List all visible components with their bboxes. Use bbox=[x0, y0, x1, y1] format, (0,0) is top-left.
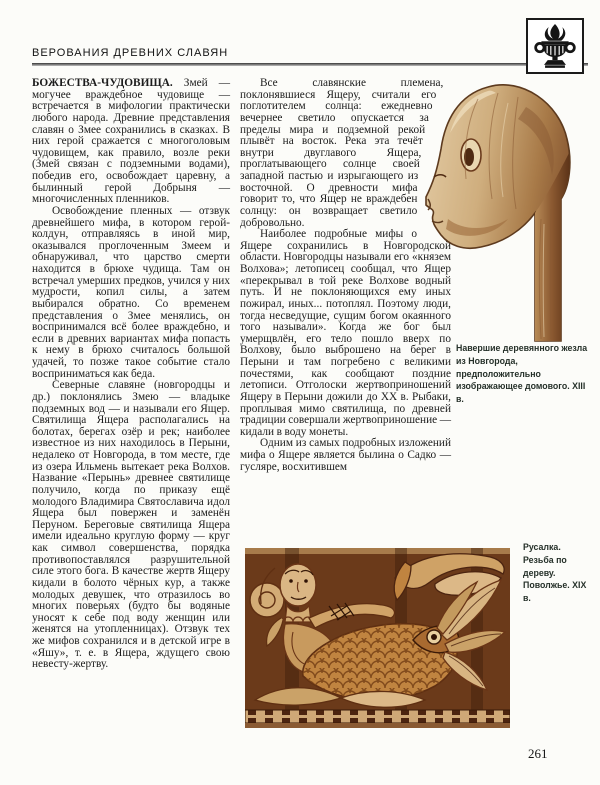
paragraph-monster-gods bbox=[32, 78, 230, 206]
figure-mermaid-carving bbox=[245, 548, 510, 728]
figure-caption-staff: Навершие деревянного жезла из Новгорода, предположительно изображающее домового. XIII в. bbox=[456, 343, 588, 405]
paragraph-captives: Освобождение пленных — отзвук древнейшего мифа, в котором герой-колдун, отправляясь в иной мир, оказывался проглоченным Змеем и обнаруживал, что царство смерти находится в брюхе чудища. Там он встречал умерших предков, учился у них мудрости, копил силы, а затем выбирался обратно. Со временем представления о Змее менялись, он воспринимался всё более враждебно, и если в древних вариантах мифа попасть к нему в брюхо считалось большой удачей, то позже такое событие стало восприниматься как беда. bbox=[32, 204, 230, 380]
text-column-left bbox=[32, 78, 230, 671]
chapter-emblem-box bbox=[526, 18, 584, 74]
paragraph-northern-slavs: Северные славяне (новгородцы и др.) поклонялись Змею — владыке подземных вод — и называли его Ящер. Святилища Ящера располагались на болотах, берегах озёр и рек; наиболее известное из них находилось в Перыни, недалеко от Новгорода, в том месте, где из озера Ильмень вытекает река Волхов. Название «Перынь» древнее святилище получило, когда по приказу ещё молодого Владимира Святославича идол Ящера был повержен и заменён Перуном. Береговые святилища Ящера имели идеально круглую форму — круг как символ совершенства, порядка противопоставлялся разрушительной силе этого бога. В качестве жертв Ящеру кидали в болото чёрных кур, а также молодых девушек, что отразилось во многих поверьях (будто бы водяные уносят к себе под воду женщин или женятся на утопленницах). Отзвук тех же мифов сохранился и в детской игре в «Яшу», т. е. в Ящера, ждущего свою невесту-жертву. bbox=[32, 379, 230, 671]
carved-staff-head-image bbox=[418, 79, 592, 342]
paragraph-novgorod-myths: Наиболее подробные мифы о Ящере сохранились в Новгородской области. Новгородцы называли его «князем Волхова»; летописец сообщал, что Ящер «перекрывал в той реке Волхове водный путь. И не поклоняющихся ему иных пожирал, иных... потоплял. Поэтому люди, тогда несведущие, сущим богом окаянного того называли». Когда же бог был умерщвлён, его тело пошло вверх по Волхову, было выброшено на берег в Перыни и там погребено с великими почестями, как сообщают поздние летописи. Отголоски жертвоприношений Ящеру в Перыни дожили до XX в. Рыбаки, проплывая мимо святилища, по древней традиции совершали жертвоприношение — кидали в воду монеты. bbox=[240, 228, 451, 438]
figure-staff-finial bbox=[418, 79, 592, 342]
paragraph-sun-swallower: Все славянские племена, поклонявшиеся Ящеру, считали его поглотителем солнца: ежедневно вечернее светило опускается за пределы мира и подземной рекой плывёт на восток. Река эта течёт внутри двуглавого Ящера, проглатывающего солнце своей западной пастью и изрыгающего из восточной. О древности мифа говорит то, что Ящер не враждебен солнцу: он возвращает светило добровольно. bbox=[240, 77, 444, 229]
paragraph-sadko: Одним из самых подробных изложений мифа о Ящере является былина о Садко — гусляре, восхитившем bbox=[240, 437, 451, 473]
figure-caption-mermaid: Русалка. Резьба по дереву. Поволжье. XIX в. bbox=[523, 542, 587, 604]
mermaid-woodcarving-image bbox=[245, 548, 510, 728]
page-header-title: ВЕРОВАНИЯ ДРЕВНИХ СЛАВЯН bbox=[32, 47, 229, 59]
article-lead-term: БОЖЕСТВА-ЧУДОВИЩА. bbox=[32, 77, 173, 89]
paragraph-text: Змей — могучее враждебное чудовище — встречается в мифологии практически любого народа. Древние представления славян о Змее сохранились в сказках. В них герой сражается с многоголовым чудовищем, как правило, возле реки (Змей связан с подземными водами), победив его, освобождает царевну, а былинный герой Добрыня — многочисленных пленников. bbox=[32, 77, 230, 206]
flaming-urn-icon bbox=[534, 23, 576, 69]
header-rule bbox=[32, 63, 588, 66]
page-number: 261 bbox=[528, 746, 548, 761]
